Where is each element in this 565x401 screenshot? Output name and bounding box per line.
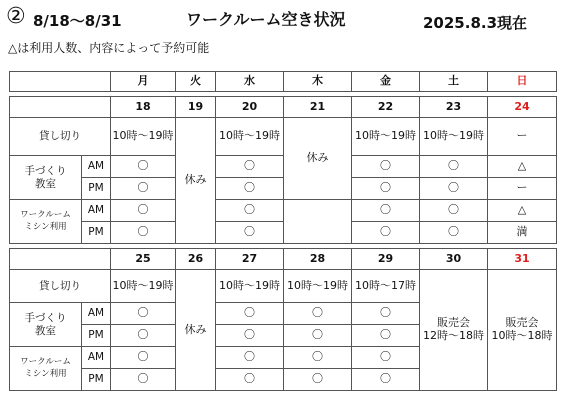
slot-cell: 〇 bbox=[352, 303, 420, 325]
slot-cell: 〇 bbox=[111, 156, 176, 178]
slot-cell: 〇 bbox=[216, 156, 284, 178]
slot-cell: 10時～17時 bbox=[352, 270, 420, 303]
date-cell: 21 bbox=[284, 97, 352, 118]
week2-table bbox=[9, 248, 557, 391]
slot-cell: 〇 bbox=[216, 178, 284, 200]
slot-cell: 〇 bbox=[111, 369, 176, 391]
sewing-label-line1: ワークルーム bbox=[20, 209, 71, 220]
pm-label: PM bbox=[82, 325, 111, 347]
slot-cell: 〇 bbox=[284, 325, 352, 347]
slot-cell: 〇 bbox=[352, 222, 420, 244]
slot-cell: 〇 bbox=[216, 325, 284, 347]
date-cell: 20 bbox=[216, 97, 284, 118]
sale-hours: 12時～18時 bbox=[423, 329, 484, 342]
slot-cell: 〇 bbox=[420, 156, 488, 178]
availability-note: △は利用人数、内容によって予約可能 bbox=[8, 41, 210, 55]
closed-cell: 休み bbox=[176, 270, 216, 391]
handmade-label-line2: 教室 bbox=[35, 324, 56, 337]
am-label: AM bbox=[82, 347, 111, 369]
week1-date-row bbox=[10, 97, 557, 118]
am-label: AM bbox=[82, 200, 111, 222]
weekday-row bbox=[10, 72, 557, 92]
slot-cell: 〇 bbox=[284, 347, 352, 369]
slot-cell: 〇 bbox=[111, 178, 176, 200]
slot-cell: 〇 bbox=[284, 369, 352, 391]
weekday-tue: 火 bbox=[176, 72, 216, 92]
sale-hours: 10時～18時 bbox=[491, 329, 553, 342]
weekday-sun: 日 bbox=[488, 72, 557, 92]
sale-title: 販売会 bbox=[437, 316, 470, 330]
date-cell-sunday: 24 bbox=[488, 97, 557, 118]
slot-cell: 〇 bbox=[352, 178, 420, 200]
empty-cell bbox=[284, 200, 352, 244]
week1-sewing-pm-row bbox=[10, 222, 557, 244]
sale-cell-sat bbox=[420, 270, 488, 391]
rental-label: 貸し切り bbox=[10, 270, 111, 303]
slot-cell: 〇 bbox=[352, 369, 420, 391]
slot-cell: 〇 bbox=[420, 222, 488, 244]
slot-cell: 〇 bbox=[420, 178, 488, 200]
pm-label: PM bbox=[82, 178, 111, 200]
sale-title: 販売会 bbox=[505, 316, 539, 330]
slot-cell: 〇 bbox=[216, 347, 284, 369]
sheet-number: ② bbox=[6, 4, 26, 29]
handmade-label bbox=[10, 156, 82, 200]
sewing-label-line1: ワークルーム bbox=[20, 356, 71, 367]
slot-cell: ー bbox=[488, 118, 557, 156]
slot-cell: 10時～19時 bbox=[111, 118, 176, 156]
slot-cell: 10時～19時 bbox=[352, 118, 420, 156]
week1-table bbox=[9, 96, 557, 244]
slot-cell: 〇 bbox=[111, 200, 176, 222]
slot-cell: 〇 bbox=[352, 347, 420, 369]
closed-cell: 休み bbox=[284, 118, 352, 200]
slot-cell: 〇 bbox=[216, 369, 284, 391]
date-cell: 23 bbox=[420, 97, 488, 118]
date-cell: 29 bbox=[352, 249, 420, 270]
date-cell: 30 bbox=[420, 249, 488, 270]
sewing-label bbox=[10, 200, 82, 244]
pm-label: PM bbox=[82, 369, 111, 391]
slot-cell: 〇 bbox=[420, 200, 488, 222]
slot-cell: 10時～19時 bbox=[420, 118, 488, 156]
am-label: AM bbox=[82, 156, 111, 178]
sewing-label-line2: ミシン利用 bbox=[24, 368, 67, 379]
week2-date-row bbox=[10, 249, 557, 270]
am-label: AM bbox=[82, 303, 111, 325]
weekday-mon: 月 bbox=[111, 72, 176, 92]
slot-cell: 〇 bbox=[284, 303, 352, 325]
date-cell: 22 bbox=[352, 97, 420, 118]
slot-cell: 〇 bbox=[216, 303, 284, 325]
closed-cell: 休み bbox=[176, 118, 216, 244]
date-corner bbox=[10, 97, 111, 118]
slot-cell: 〇 bbox=[111, 303, 176, 325]
week2-rental-row bbox=[10, 270, 557, 303]
weekday-sat: 土 bbox=[420, 72, 488, 92]
week1-handmade-pm-row bbox=[10, 178, 557, 200]
week1-rental-row bbox=[10, 118, 557, 156]
weekday-fri: 金 bbox=[352, 72, 420, 92]
slot-cell: 10時～19時 bbox=[216, 118, 284, 156]
slot-cell: △ bbox=[488, 156, 557, 178]
slot-cell: 〇 bbox=[111, 347, 176, 369]
slot-cell: 〇 bbox=[352, 200, 420, 222]
sewing-label-line2: ミシン利用 bbox=[24, 221, 67, 232]
slot-cell: 満 bbox=[488, 222, 557, 244]
slot-cell: 10時～19時 bbox=[216, 270, 284, 303]
slot-cell: 〇 bbox=[352, 156, 420, 178]
slot-cell: △ bbox=[488, 200, 557, 222]
slot-cell: ー bbox=[488, 178, 557, 200]
date-cell-sunday: 31 bbox=[488, 249, 557, 270]
date-cell: 18 bbox=[111, 97, 176, 118]
weekday-thu: 木 bbox=[284, 72, 352, 92]
slot-cell: 〇 bbox=[111, 222, 176, 244]
date-cell: 28 bbox=[284, 249, 352, 270]
slot-cell: 〇 bbox=[111, 325, 176, 347]
sewing-label bbox=[10, 347, 82, 391]
sale-cell-sun bbox=[488, 270, 557, 391]
slot-cell: 10時～19時 bbox=[111, 270, 176, 303]
weekday-wed: 水 bbox=[216, 72, 284, 92]
date-cell: 26 bbox=[176, 249, 216, 270]
date-range: 8/18～8/31 bbox=[33, 12, 122, 30]
page-title: ワークルーム空き状況 bbox=[186, 10, 346, 29]
date-corner bbox=[10, 249, 111, 270]
date-cell: 27 bbox=[216, 249, 284, 270]
handmade-label-line1: 手づくり bbox=[24, 165, 67, 178]
date-cell: 19 bbox=[176, 97, 216, 118]
weekday-header-table bbox=[9, 71, 557, 92]
handmade-label-line1: 手づくり bbox=[24, 312, 67, 325]
slot-cell: 10時～19時 bbox=[284, 270, 352, 303]
slot-cell: 〇 bbox=[216, 222, 284, 244]
handmade-label bbox=[10, 303, 82, 347]
slot-cell: 〇 bbox=[216, 200, 284, 222]
handmade-label-line2: 教室 bbox=[35, 177, 56, 190]
weekday-corner bbox=[10, 72, 111, 92]
week1-sewing-am-row bbox=[10, 200, 557, 222]
slot-cell: 〇 bbox=[352, 325, 420, 347]
rental-label: 貸し切り bbox=[10, 118, 111, 156]
week1-handmade-am-row bbox=[10, 156, 557, 178]
pm-label: PM bbox=[82, 222, 111, 244]
as-of-date: 2025.8.3現在 bbox=[423, 14, 528, 32]
date-cell: 25 bbox=[111, 249, 176, 270]
